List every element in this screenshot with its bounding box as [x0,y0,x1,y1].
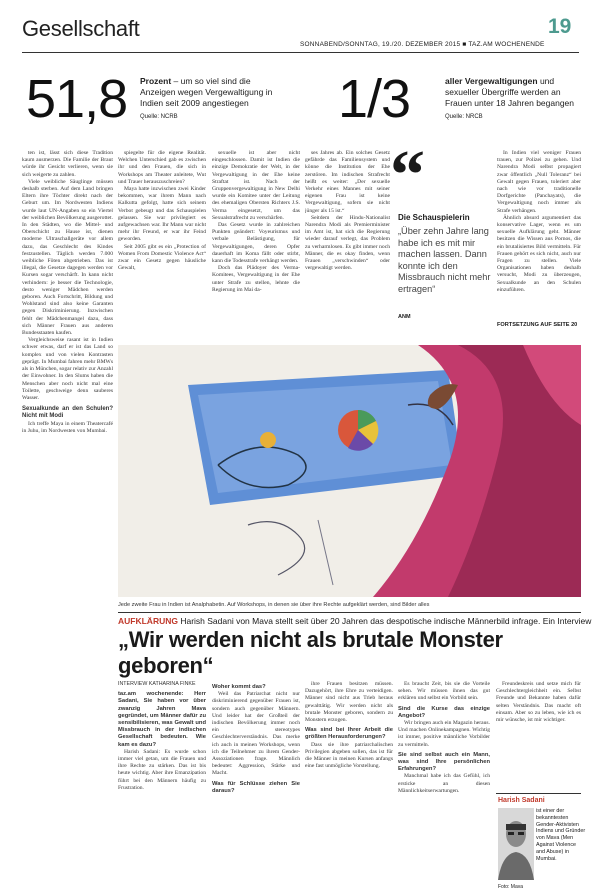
interview-column-2 [212,681,300,886]
question: Was sind bei Ihrer Arbeit die größten Herausforderungen? [305,727,393,741]
paragraph: sexuelle ist aber nicht eingeschlossen. Damit ist Indien die einzige Demokratie der Welt, in der Vergewaltigung in der Ehe keine Straftat ist. Nach der Gruppenvergewaltigung in New Delhi wurde ein Komitee unter der Leitung des ehemaligen Obersten Richters J.S. Verma eingesetzt, um das Sexualstrafrecht zu verschärfen. [212,150,300,221]
article-photo [118,345,581,597]
paragraph: Vergleichsweise rasant ist in Indien schwer etwas, darf er ist das Land so komplex und von vielen Kontrasten geprägt. In Mumbai fahren mehr BMWs als in München, sogar relativ zur Anzahl der Einwohner. In den Slums haben die Menschen aber noch nicht mal eine Toilette, geschweige denn sauberes Wasser. [22,337,113,401]
continue-note: FORTSETZUNG AUF SEITE 20 [497,322,578,328]
paragraph: In Indien viel weniger Frauen trauen, zur Polizei zu gehen. Und Narendra Modi selbst propagiert zwar öffentlich „Null Toleranz“ bei Gewalt gegen Frauen, toleriert aber nach wie vor traditionelle Dorfgerichte (Panchayats), die Vergewaltigung noch immer als Strafe verhängen. [497,150,581,214]
portrait-rule [496,793,581,794]
photo-credit: Foto: Mava [498,884,524,890]
interview-column-1 [118,681,206,886]
paragraph: ses Jahres ab. Ein solches Gesetz gefährde das Familiensystem und könne die Institution der Ehe zerstören. Im indischen Strafrecht heißt es weiter: „Der sexuelle Verkehr eines Mannes mit seiner eigenen Frau ist keine Vergewaltigung, sofern sie nicht jünger als 15 ist.“ [305,150,390,214]
article-column-5 [497,150,581,320]
answer: Freundeskreis und setze mich für Geschlechtergleichheit ein. Selbst Freunde und Bekannte haben dafür selten Verständnis. Das macht oft einsam. Aber so zu leben, wie ich es mir wünsche, ist mir wichtiger. [496,681,581,724]
paper-name: TAZ.AM WOCHENENDE [468,41,545,48]
fact-bold-1: Prozent [140,76,172,86]
article-column-4 [305,150,390,340]
section-title: Gesellschaft [22,16,140,41]
fact-number-1: 51,8 [26,69,128,129]
paragraph: Das Gesetz wurde in zahlreichen Punkten geändert: Voyeurismus und verbale Belästigung, für Vergewaltigungen, deren Opfer dauerhaft im Koma fällt oder stirbt, kann die Todesstrafe verhängt werden. [212,222,300,265]
interview-column-5 [496,681,581,791]
quote-mark-icon: “ [390,137,425,214]
fact-source-1: Quelle: NCRB [140,114,178,120]
interview-column-4 [398,681,490,886]
article-column-3 [212,150,300,340]
paragraph: Maya hatte inzwischen zwei Kinder bekommen, war ihrem Mann nach Kalkutta gefolgt, hatte sich seinem Verbot gebeugt und das Schauspielen gelassen. Sie war privilegiert es aufgewachsen war. Ihr Mann war nicht mehr ihr Freund, er war ihr Feind geworden. [118,186,206,243]
fact-text-1: – um so viel sind die Anzeigen wegen Vergewaltigung in Indien seit 2009 angestiegen [140,76,273,108]
paragraph: spiegelte für die eigene Realität. Welchen Unterschied gab es zwischen ihr und den Frauen, die sich in Workshops am Theater anleitete, Wut und Trauer herauszuschreien? [118,150,206,185]
answer: Dass sie ihre patriarchalischen Privilegien abgeben sollen, das ist für die Männer in meinen Kursen anfangs eine fast unmögliche Vorstellung. [305,741,393,770]
article-column-1 [22,150,113,595]
paragraph: Viele weibliche Säuglinge müssen deshalb sterben. Auf dem Land bringen Eltern ihre Töchter direkt nach der Geburt um. Im Nordwesten Indiens wurde laut UN-Angaben so ein Viertel der weiblichen Bevölkerung ausgerottet. In den Städten, wo die Mittel- und Oberschicht zu Hause ist, dienen moderne Ultraschallgeräte vor allem dazu, das Geschlecht des Kindes festzustellen. Täglich werden 7.000 weibliche Föten abgetrieben. Das ist illegal, die Gesetze dagegen werden vor Kursen sogar verschärft. In kann nicht verhindern: je besser die Technologie, desto weniger Mädchen werden geboren. Auch Fortschritt, Bildung und Wohlstand sind also keine Garanten gegen Diskriminierung. Inzwischen fehlt der Mädchenmangel dazu, dass sich Männer Frauen aus anderen Bundesstaaten kaufen. [22,178,113,337]
answer: Harish Sadani: Es wurde schon immer viel getan, um die Frauen und ihre Rechte zu stärken. Das ist bis heute wichtig. Aber ihre Emanzipation führt bei den Männern häufig zu Frustration. [118,748,206,791]
fact-number-2: 1/3 [338,69,411,129]
avatar [498,808,534,880]
fact-text-2: und sexueller Übergriffe werden an Frauen unter 18 Jahren begangen [445,76,575,108]
answer: ihre Frauen besitzen müssen. Dazugehört, ihre Ehre zu verteidigen. Männer sind nicht aus Trieb heraus gewalttätig. Wir werden nicht als brutale Monster geboren, sondern zu Monstern erzogen. [305,681,393,724]
subheading: Sexualkunde an den Schulen? Nicht mit Modi [22,406,113,420]
answer: Wir bringen auch ein Magazin heraus. Und machen Onlinekampagnen. Wichtig ist immer, positive männliche Vorbilder zu vermitteln. [398,720,490,748]
pull-quote-source: ANM [398,314,411,320]
paragraph: Ich treffe Maya in einem Theatercafé in Juhu, im Nordwesten von Mumbai. [22,420,113,434]
photo-illustration [118,345,581,597]
question: Sind die Kurse das einzige Angebot? [398,705,490,719]
header-rule [22,52,579,53]
portrait-bio: ist einer der bekanntesten Gender-Aktivisten Indiens und Gründer von Mava (Men Against Violence and Abuse) in Mumbai. [536,808,586,862]
portrait-photo [498,808,534,880]
kicker-label: AUFKLÄRUNG [118,616,178,626]
pull-quote-text: „Über zehn Jahre lang habe ich es mit mir machen lassen. Dann konnte ich den Missbrauch nicht mehr ertragen“ [398,226,491,294]
fact-bold-2: aller Vergewaltigungen [445,76,538,86]
interview-rule [118,612,581,613]
pull-quote-head: Die Schauspielerin [398,213,470,222]
dateline [300,41,545,48]
byline: INTERVIEW KATHARINA FINKE [118,681,196,687]
photo-caption: Jede zweite Frau in Indien ist Analphabetin. Auf Workshops, in denen sie über ihre Rechte aufgeklärt werden, sind Bilder alles [118,602,430,608]
question: taz.am wochenende: Herr Sadani, Sie haben vor über zwanzig Jahren Mava gegründet, um Männer dafür zu sensibilisieren, was Gewalt und Missbrauch in der indischen Gesellschaft bedeuten. Wie kam es dazu? [118,691,206,748]
fact-box-2 [445,76,585,123]
answer: Es braucht Zeit, bis sie die Vorteile sehen. Wir müssen ihnen das gut erklären und selbst ein Vorbild sein. [398,681,490,702]
portrait-name: Harish Sadani [498,797,545,804]
answer: Weil das Patriarchat nicht nur diskriminierend gegenüber Frauen ist, sondern auch gegenüber Männern. Und leider hat der Großteil der indischen Bevölkerung immer noch ein stereotypes Geschlechterverständnis. Das merke ich auch in meinen Workshops, wenn ich die Teilnehmer zu ihrem Gender-Assoziationen frage. Männlich bedeutet: Aggression, Stärke und Macht. [212,691,300,777]
fact-source-2: Quelle: NRCB [445,114,483,120]
question: Was für Schlüsse ziehen Sie daraus? [212,780,300,794]
interview-column-3 [305,681,393,886]
paragraph: Doch das Plädoyer des Verma-Komitees, Vergewaltigung in der Ehe unter Strafe zu stellen, lehnte die Regierung im Mai da- [212,265,300,293]
paragraph: Seitdem der Hindu-Nationalist Narendra Modi als Premierminister im Amt ist, hat sich die Regierung wieder darauf verlegt, das Problem zu verharmlosen. Es gibt immer noch Männer, die es okay finden, wenn Frauen „verschwinden“ oder vergewaltigt werden. [305,214,390,272]
paragraph: Seit 2005 gibt es ein „Protection of Women From Domestic Violence Act“ zwar ein Gesetz gegen häusliche Gewalt, [118,243,206,272]
question: Sie sind selbst auch ein Mann, was sind Ihre persönlichen Erfahrungen? [398,751,490,773]
kicker [118,616,591,626]
date-text: SONNABEND/SONNTAG, 19./20. DEZEMBER 2015 [300,41,461,48]
paragraph: ten ist, lässt sich diese Tradition kaum ausmerzen. Die Familie der Braut würde ihr Gesicht verlieren, wenn sie sich weigerte zu zahlen. [22,150,113,178]
page-number: 19 [548,15,572,38]
fact-box-1 [140,76,280,123]
paragraph: Ähnlich absurd argumentiert das konservative Lager, wenn es um sexuelle Aufklärung geht. Männer besitzen die Wissen aus Pornos, die ein brutalisiertes Bild vermitteln. Für Frauen gehört es sich nicht, auch nur Fragen zu stellen. Viele Organisationen haben deshalb versucht, Modi zu überzeugen, Sexualkunde an den Schulen einzuführen. [497,214,581,293]
article-column-2 [118,150,206,340]
answer: Manchmal habe ich das Gefühl, ich ersticke an diesen Männlichkeitserwartungen. [398,773,490,794]
kicker-text: Harish Sadani von Mavа stellt seit über 20 Jahren das despotische indische Männerbild infrage. Ein Interview [177,616,592,626]
question: Woher kommt das? [212,684,266,690]
date-separator: ■ [462,41,469,48]
headline: „Wir werden nicht als brutale Monster geboren“ [118,627,503,678]
